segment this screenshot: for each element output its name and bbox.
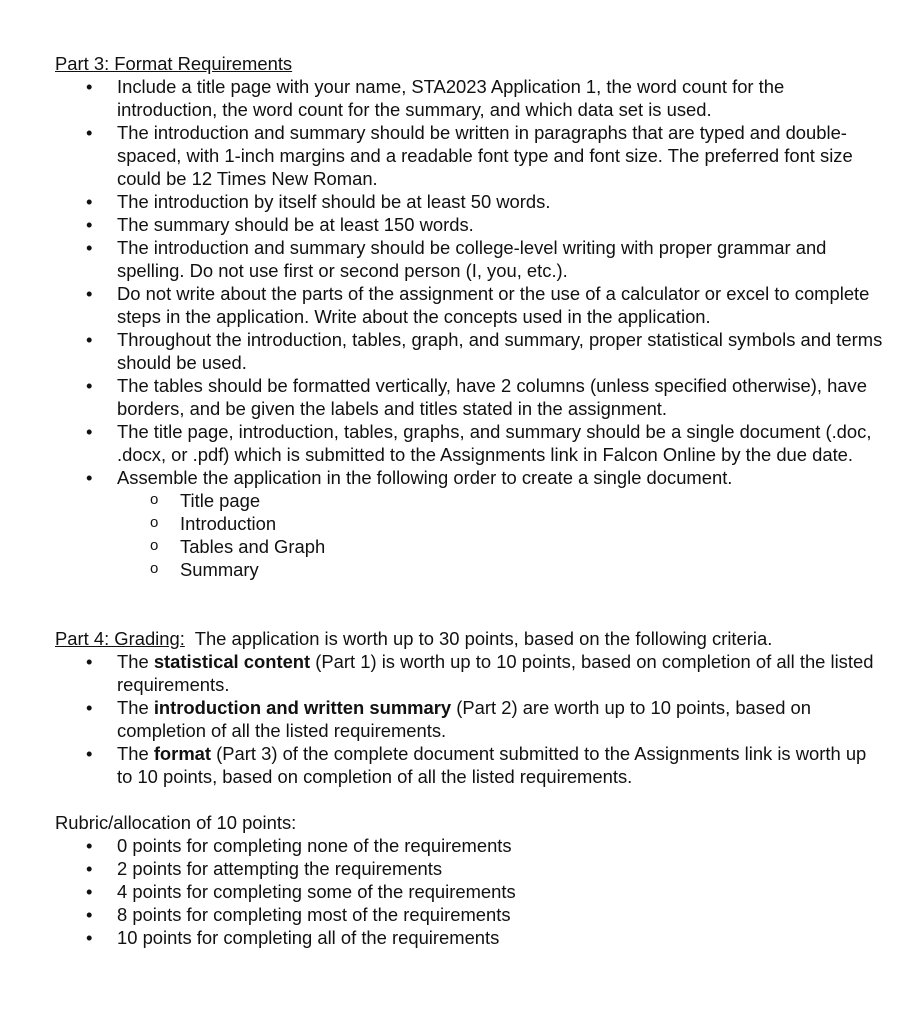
- part4-item-bold: statistical content: [153, 651, 311, 672]
- part4-heading-label: Part 4: Grading:: [55, 628, 185, 649]
- part3-item: • Do not write about the parts of the assignment or the use of a calculator or excel to complete steps in the application. Write about the concepts used in the application.: [55, 282, 885, 328]
- part3-assemble-text: Assemble the application in the following order to create a single document.: [117, 467, 733, 488]
- assembly-order-list: [55, 489, 885, 581]
- part3-item-assemble: [55, 466, 885, 489]
- rubric-item: • 0 points for completing none of the requirements: [55, 834, 885, 857]
- part3-item: • Include a title page with your name, STA2023 Application 1, the word count for the introduction, the word count for the summary, and which data set is used.: [55, 75, 885, 121]
- part4-item-post: (Part 3) of the complete document submitted to the Assignments link is worth up to 10 points, based on completion of all the listed requirements.: [117, 743, 867, 787]
- part3-item: • The introduction and summary should be written in paragraphs that are typed and double-spaced, with 1-inch margins and a readable font type and font size. The preferred font size could be 12 Times New Roman.: [55, 121, 885, 190]
- assembly-order-item: o Introduction: [55, 512, 885, 535]
- part3-item: • The tables should be formatted vertically, have 2 columns (unless specified otherwise), have borders, and be given the labels and titles stated in the assignment.: [55, 374, 885, 420]
- part3-heading: [55, 52, 885, 75]
- part3-item: • The introduction by itself should be at least 50 words.: [55, 190, 885, 213]
- rubric-item: • 2 points for attempting the requirements: [55, 857, 885, 880]
- spacer: [55, 788, 885, 811]
- part4-item-pre: The: [117, 651, 154, 672]
- document-page: [55, 52, 885, 949]
- part4-item-post: (Part 2) are worth up to 10 points, based on completion of all the listed requirements.: [117, 697, 812, 741]
- part4-item-pre: The: [117, 743, 154, 764]
- spacer: [55, 581, 885, 627]
- part4-item-post: (Part 1) is worth up to 10 points, based on completion of all the listed requirements.: [117, 651, 874, 695]
- rubric-item: • 8 points for completing most of the requirements: [55, 903, 885, 926]
- part4-item-pre: The: [117, 697, 154, 718]
- assembly-order-item: o Title page: [55, 489, 885, 512]
- rubric-heading: Rubric/allocation of 10 points:: [55, 812, 297, 833]
- rubric-item: • 4 points for completing some of the requirements: [55, 880, 885, 903]
- assembly-order-item: o Summary: [55, 558, 885, 581]
- part4-item-introduction-summary: [55, 696, 885, 742]
- rubric-item: • 10 points for completing all of the requirements: [55, 926, 885, 949]
- part4-list: [55, 650, 885, 788]
- part4-heading-text: The application is worth up to 30 points, based on the following criteria.: [184, 628, 773, 649]
- part3-heading-text: Part 3: Format Requirements: [55, 53, 293, 74]
- assembly-order-item: o Tables and Graph: [55, 535, 885, 558]
- rubric-list: [55, 834, 885, 949]
- part4-item-statistical-content: [55, 650, 885, 696]
- part4-item-format: [55, 742, 885, 788]
- part3-item: • Throughout the introduction, tables, graph, and summary, proper statistical symbols and terms should be used.: [55, 328, 885, 374]
- part3-item: • The title page, introduction, tables, graphs, and summary should be a single document (.doc, .docx, or .pdf) which is submitted to the Assignments link in Falcon Online by the due date.: [55, 420, 885, 466]
- part3-item: • The summary should be at least 150 words.: [55, 213, 885, 236]
- part3-list: [55, 75, 885, 489]
- part4-item-bold: introduction and written summary: [153, 697, 452, 718]
- part4-item-bold: format: [153, 743, 212, 764]
- part4-heading: [55, 627, 885, 650]
- part3-item: • The introduction and summary should be college-level writing with proper grammar and spelling. Do not use first or second person (I, you, etc.).: [55, 236, 885, 282]
